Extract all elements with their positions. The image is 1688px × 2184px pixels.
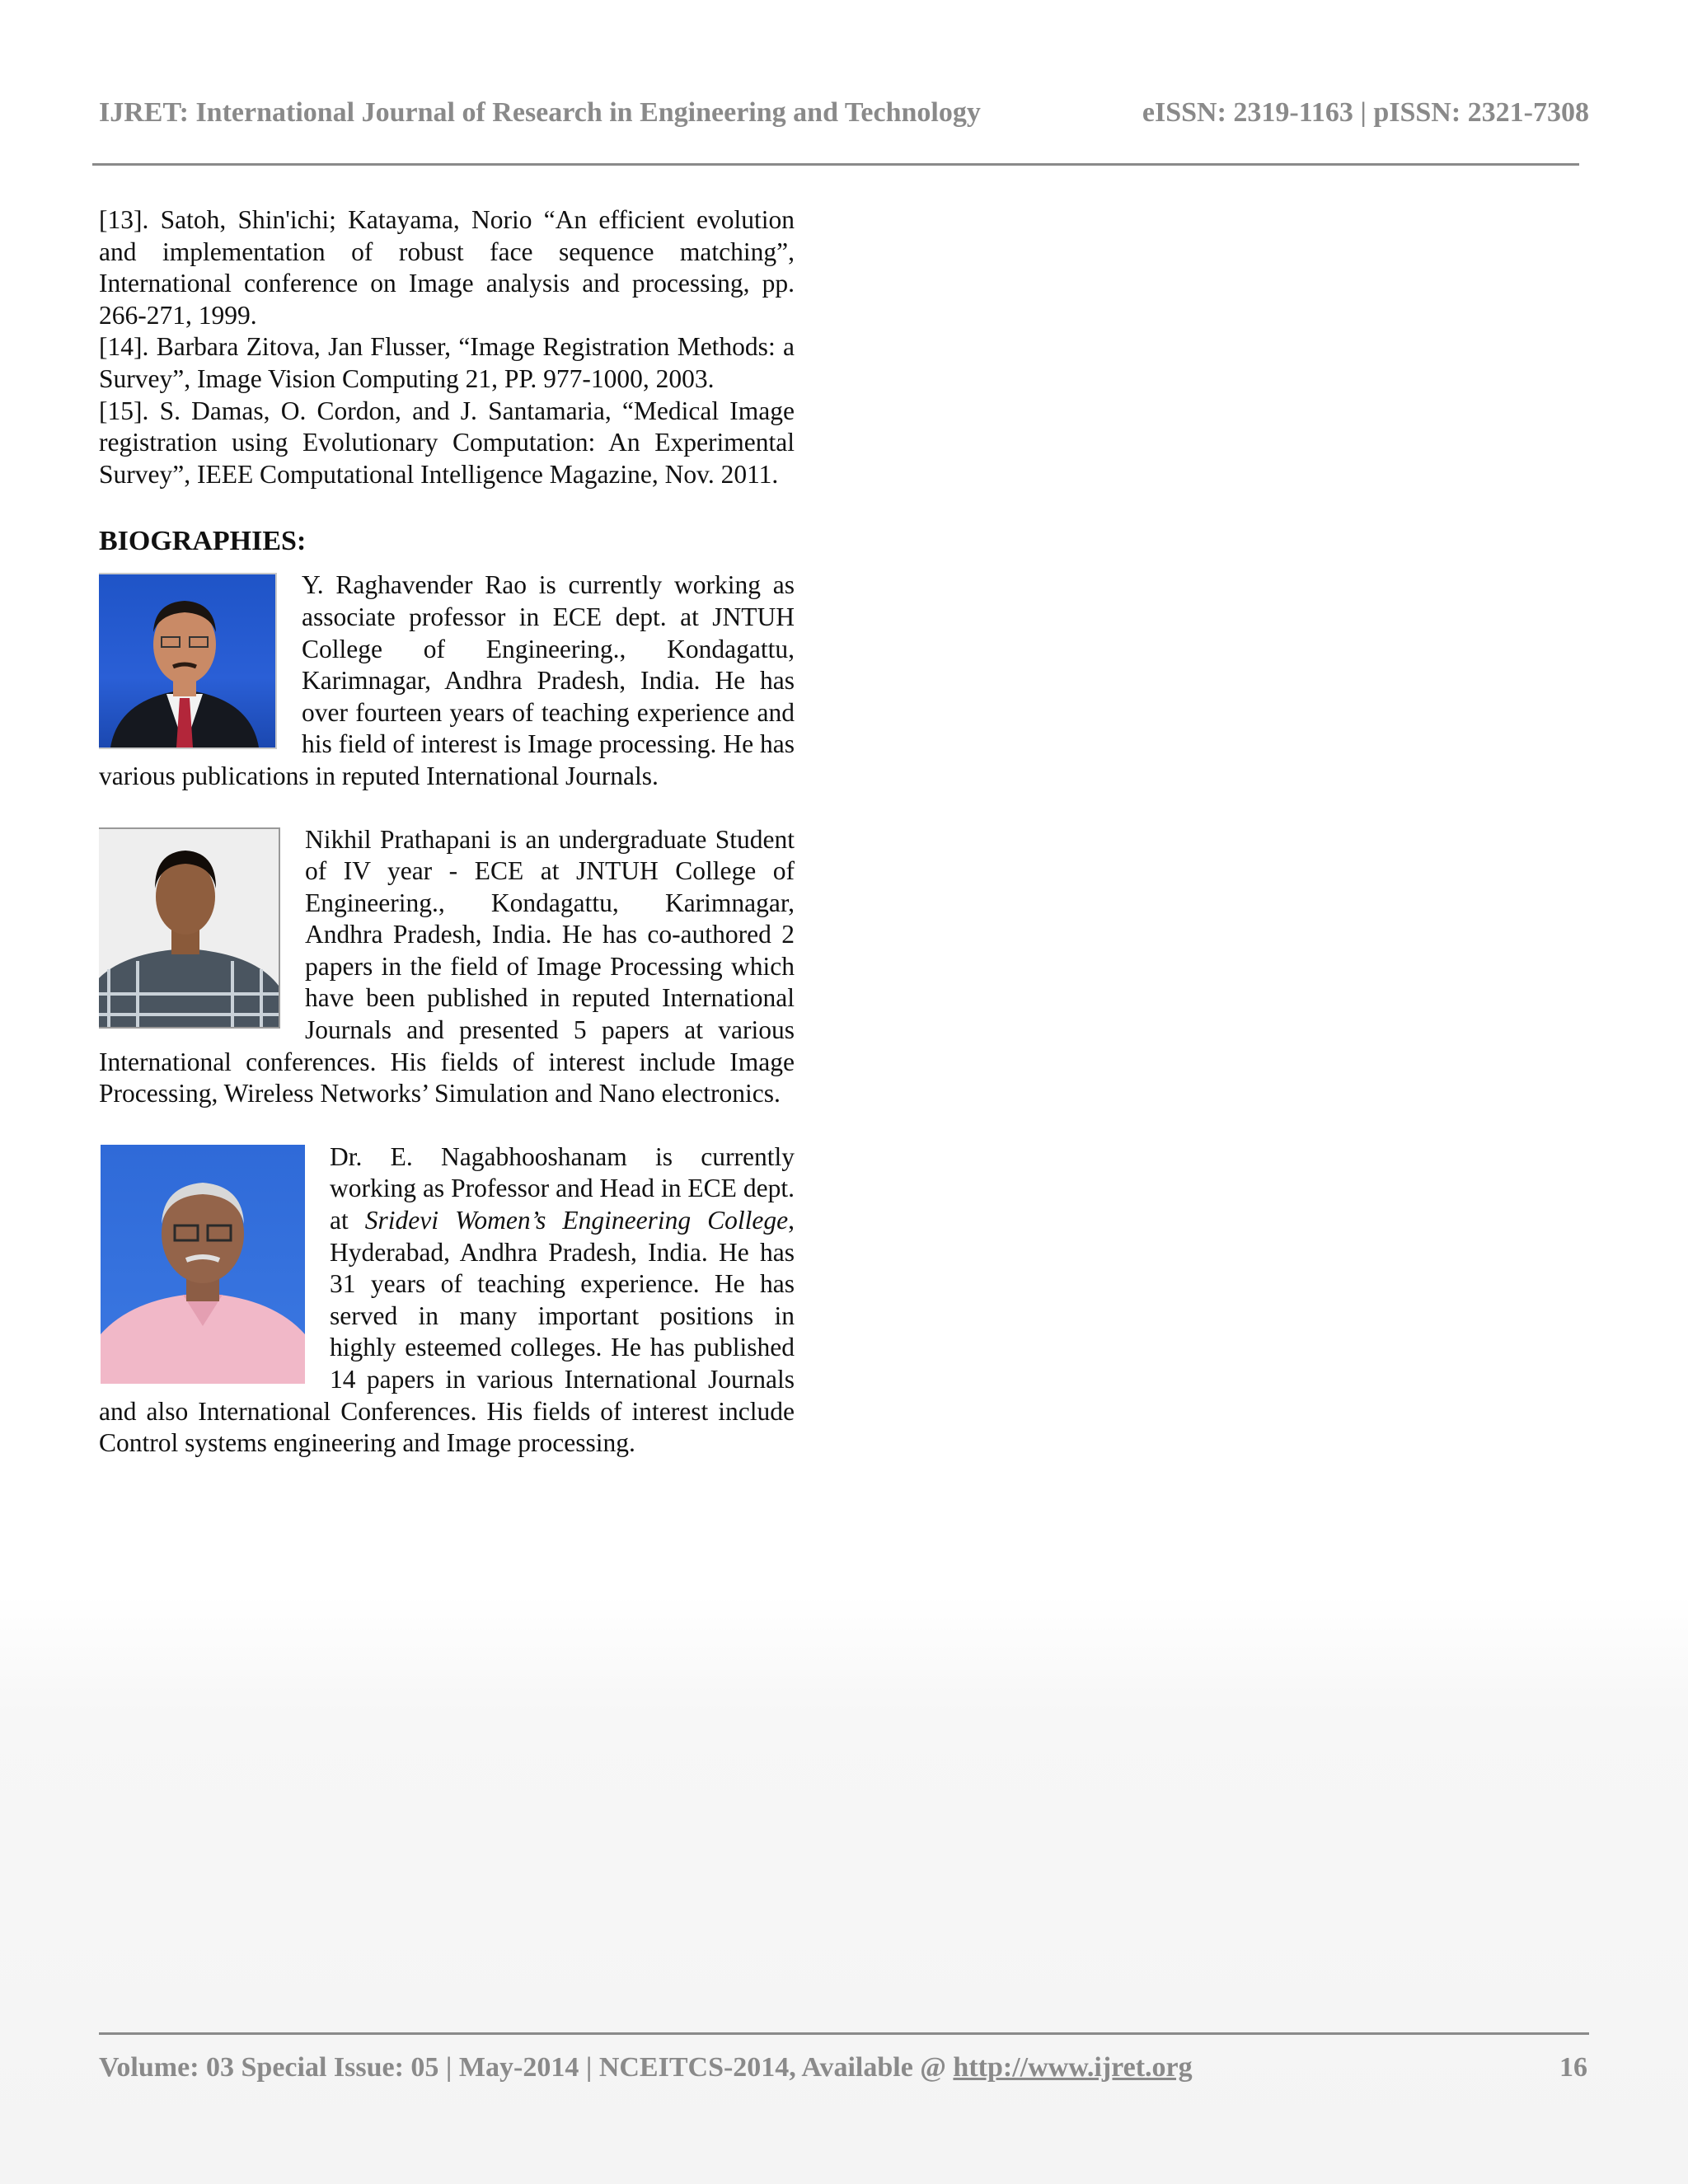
author-photo: [99, 573, 277, 749]
page-number: 16: [1559, 2052, 1587, 2083]
college-name: Sridevi Women’s Engineering College: [364, 1206, 789, 1235]
footer-text: Volume: 03 Special Issue: 05 | May-2014 | NCEITCS-2014, Available @: [99, 2052, 954, 2083]
footer-info: [99, 2052, 1193, 2083]
reference-13: [99, 204, 795, 331]
author-photo: [99, 827, 280, 1029]
biography-2: [99, 824, 795, 1110]
reference-14: [99, 331, 795, 395]
header-divider: [92, 163, 1579, 166]
biography-text: Y. Raghavender Rao is currently working as associate professor in ECE dept. at JNTUH College of Engineering., Kondagattu, Karimnagar, Andhra Pradesh, India. He has over fourteen years of teaching experience and his field of interest is Image processing. He has various publications in reputed International Journals.: [99, 570, 795, 790]
reference-number: [15].: [99, 396, 149, 425]
journal-title: IJRET: International Journal of Research in Engineering and Technology: [99, 97, 981, 128]
journal-link[interactable]: http://www.ijret.org: [953, 2052, 1193, 2083]
reference-text: S. Damas, O. Cordon, and J. Santamaria, “Medical Image registration using Evolutionary Computation: An Experimental Survey”, IEEE Computational Intelligence Magazine, Nov. 2011.: [99, 396, 795, 489]
reference-number: [14].: [99, 332, 149, 362]
left-column: [99, 204, 795, 1491]
reference-15: [99, 396, 795, 491]
reference-text: Barbara Zitova, Jan Flusser, “Image Registration Methods: a Survey”, Image Vision Computing 21, PP. 977-1000, 2003.: [99, 332, 795, 393]
reference-number: [13].: [99, 205, 149, 234]
biography-3: [99, 1141, 795, 1460]
page-footer: [99, 2052, 1587, 2083]
biography-text-part: , Hyderabad, Andhra Pradesh, India. He has 31 years of teaching experience. He has served in many important positions in highly esteemed colleges. He has published 14 papers in various International Journals and also International Conferences. His fields of interest include Control systems engineering and Image processing.: [99, 1206, 795, 1458]
biography-text: Nikhil Prathapani is an undergraduate Student of IV year - ECE at JNTUH College of Engineering., Kondagattu, Karimnagar, Andhra Pradesh, India. He has co-authored 2 papers in the field of Image Processing which have been published in reputed International Journals and presented 5 papers at various International conferences. His fields of interest include Image Processing, Wireless Networks’ Simulation and Nano electronics.: [99, 824, 795, 1108]
biography-text-part: Dr. E. Nagabhooshanam is currently working as Professor and Head in ECE dept. at: [330, 1141, 795, 1235]
author-photo: [101, 1145, 305, 1384]
page-background: [0, 1595, 1688, 2184]
reference-text: Satoh, Shin'ichi; Katayama, Norio “An efficient evolution and implementation of robust face sequence matching”, International conference on Image analysis and processing, pp. 266-271, 1999.: [99, 205, 795, 330]
biography-1: [99, 569, 795, 792]
footer-divider: [99, 2032, 1589, 2035]
issn-info: eISSN: 2319-1163 | pISSN: 2321-7308: [1142, 97, 1589, 128]
page-header: [99, 97, 1589, 129]
biographies-heading: BIOGRAPHIES:: [99, 526, 307, 557]
